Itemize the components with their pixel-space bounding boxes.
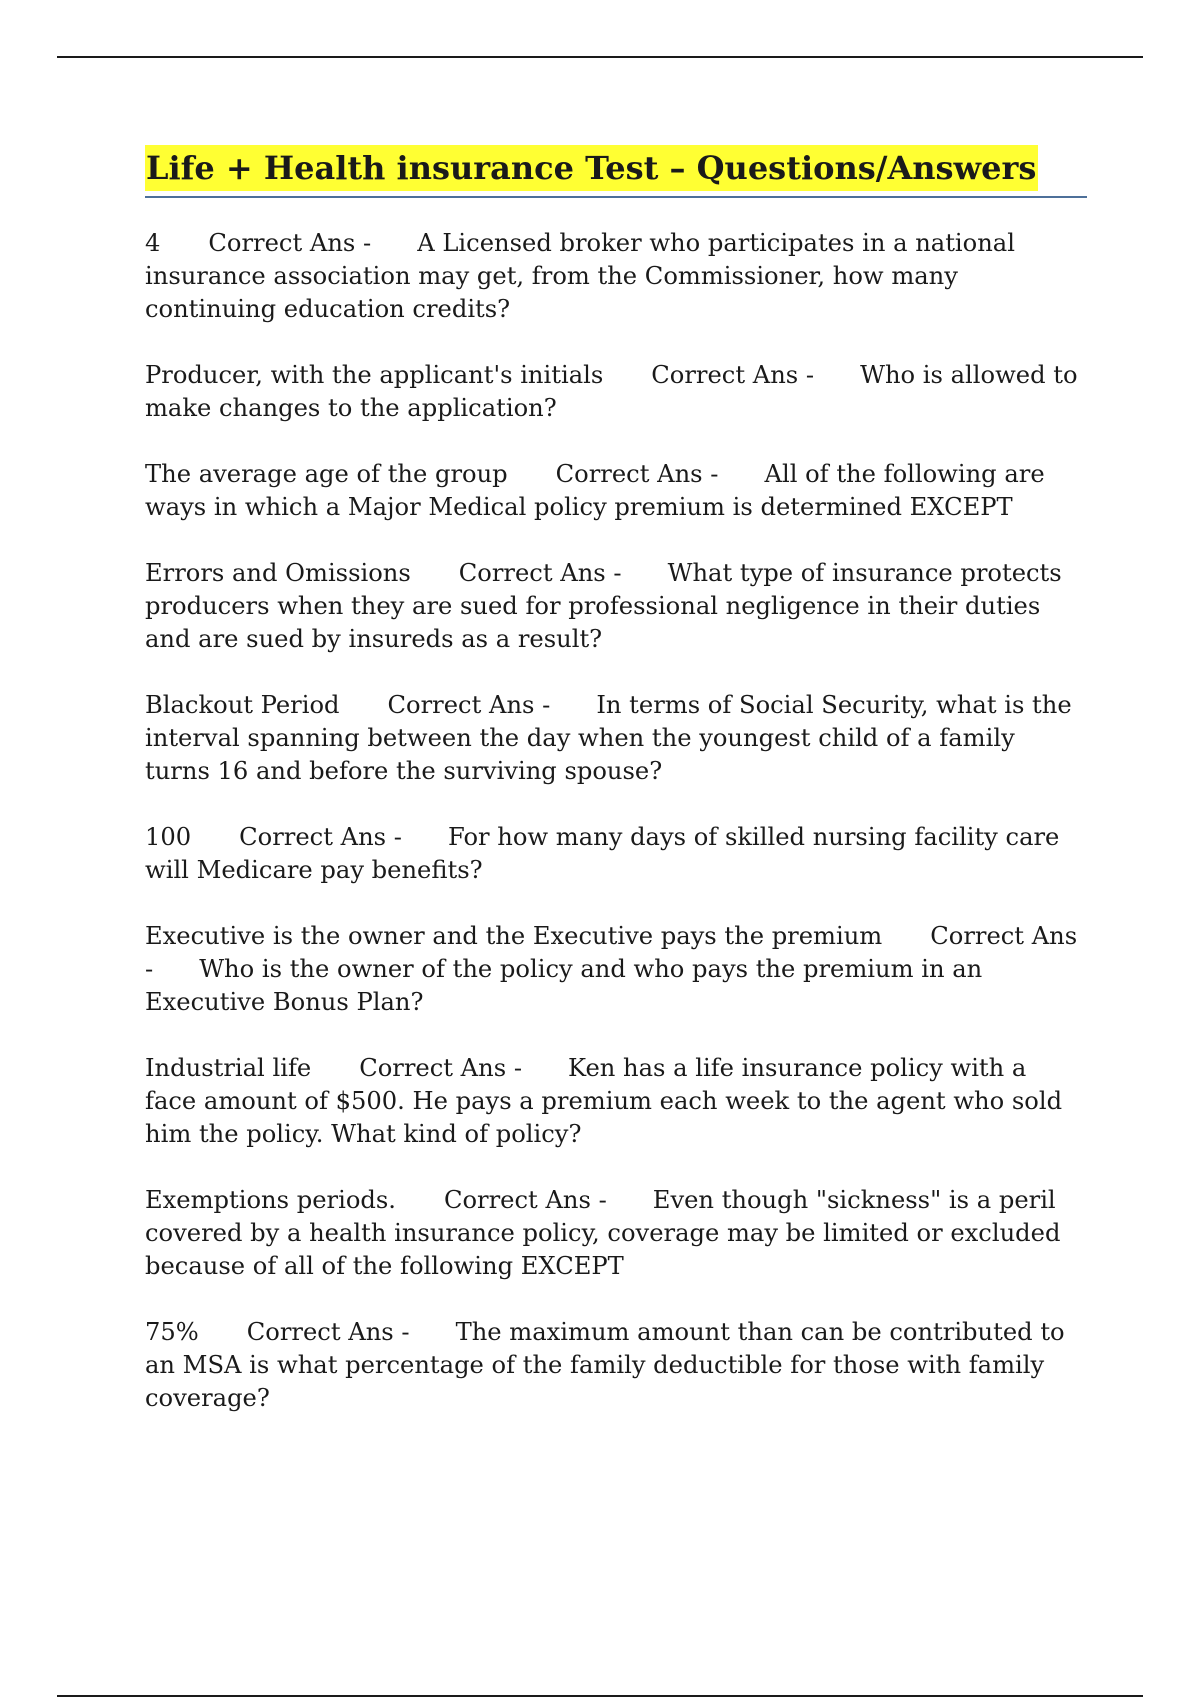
answer-text: Producer, with the applicant's initials bbox=[145, 361, 604, 389]
answer-text: Exemptions periods. bbox=[145, 1186, 396, 1214]
answer-text: 4 bbox=[145, 229, 161, 257]
correct-ans-label: Correct Ans bbox=[651, 361, 799, 389]
answer-text: 100 bbox=[145, 823, 192, 851]
correct-ans-label: Correct Ans bbox=[239, 823, 387, 851]
dash: - bbox=[542, 691, 551, 719]
qa-item bbox=[145, 689, 1085, 788]
page-title: Life + Health insurance Test – Questions/Answers bbox=[145, 145, 1038, 191]
question-text: In terms of Social Security, what is the interval spanning between the day when the youngest child of a family turns 16 and before the surviving spouse? bbox=[145, 691, 1072, 785]
qa-item bbox=[145, 557, 1085, 656]
question-text: What type of insurance protects producers when they are sued for professional negligence in their duties and are sued by insureds as a result? bbox=[145, 559, 1062, 653]
dash: - bbox=[145, 955, 154, 983]
title-underline bbox=[145, 196, 1087, 198]
answer-text: Blackout Period bbox=[145, 691, 340, 719]
qa-list bbox=[145, 227, 1085, 1448]
question-text: Who is the owner of the policy and who pays the premium in an Executive Bonus Plan? bbox=[145, 955, 983, 1016]
dash: - bbox=[393, 823, 402, 851]
correct-ans-label: Correct Ans bbox=[930, 922, 1078, 950]
correct-ans-label: Correct Ans bbox=[359, 1054, 507, 1082]
dash: - bbox=[710, 460, 719, 488]
qa-item bbox=[145, 821, 1085, 887]
qa-item bbox=[145, 1184, 1085, 1283]
dash: - bbox=[401, 1318, 410, 1346]
answer-text: 75% bbox=[145, 1318, 199, 1346]
question-text: Even though "sickness" is a peril covered by a health insurance policy, coverage may be limited or excluded because of all of the following EXCEPT bbox=[145, 1186, 1061, 1280]
question-text: Ken has a life insurance policy with a face amount of $500. He pays a premium each week to the agent who sold him the policy. What kind of policy? bbox=[145, 1054, 1063, 1148]
question-text: All of the following are ways in which a Major Medical policy premium is determined EXCEPT bbox=[145, 460, 1045, 521]
dash: - bbox=[363, 229, 372, 257]
qa-item bbox=[145, 359, 1085, 425]
question-text: A Licensed broker who participates in a national insurance association may get, from the Commissioner, how many continuing education credits? bbox=[145, 229, 1015, 323]
question-text: For how many days of skilled nursing facility care will Medicare pay benefits? bbox=[145, 823, 1060, 884]
qa-item bbox=[145, 1316, 1085, 1415]
answer-text: The average age of the group bbox=[145, 460, 508, 488]
top-page-rule bbox=[57, 56, 1143, 58]
correct-ans-label: Correct Ans bbox=[555, 460, 703, 488]
correct-ans-label: Correct Ans bbox=[443, 1186, 591, 1214]
question-text: The maximum amount than can be contributed to an MSA is what percentage of the family deductible for those with family coverage? bbox=[145, 1318, 1065, 1412]
qa-item bbox=[145, 227, 1085, 326]
answer-text: Industrial life bbox=[145, 1054, 312, 1082]
dash: - bbox=[805, 361, 815, 389]
dash: - bbox=[613, 559, 622, 587]
correct-ans-label: Correct Ans bbox=[246, 1318, 394, 1346]
qa-item bbox=[145, 1052, 1085, 1151]
dash: - bbox=[598, 1186, 607, 1214]
correct-ans-label: Correct Ans bbox=[458, 559, 606, 587]
qa-item bbox=[145, 458, 1085, 524]
question-text: Who is allowed to make changes to the application? bbox=[145, 361, 1078, 422]
qa-item bbox=[145, 920, 1085, 1019]
answer-text: Errors and Omissions bbox=[145, 559, 411, 587]
bottom-page-rule bbox=[57, 1695, 1143, 1697]
answer-text: Executive is the owner and the Executive pays the premium bbox=[145, 922, 883, 950]
correct-ans-label: Correct Ans bbox=[208, 229, 356, 257]
dash: - bbox=[513, 1054, 523, 1082]
correct-ans-label: Correct Ans bbox=[387, 691, 535, 719]
